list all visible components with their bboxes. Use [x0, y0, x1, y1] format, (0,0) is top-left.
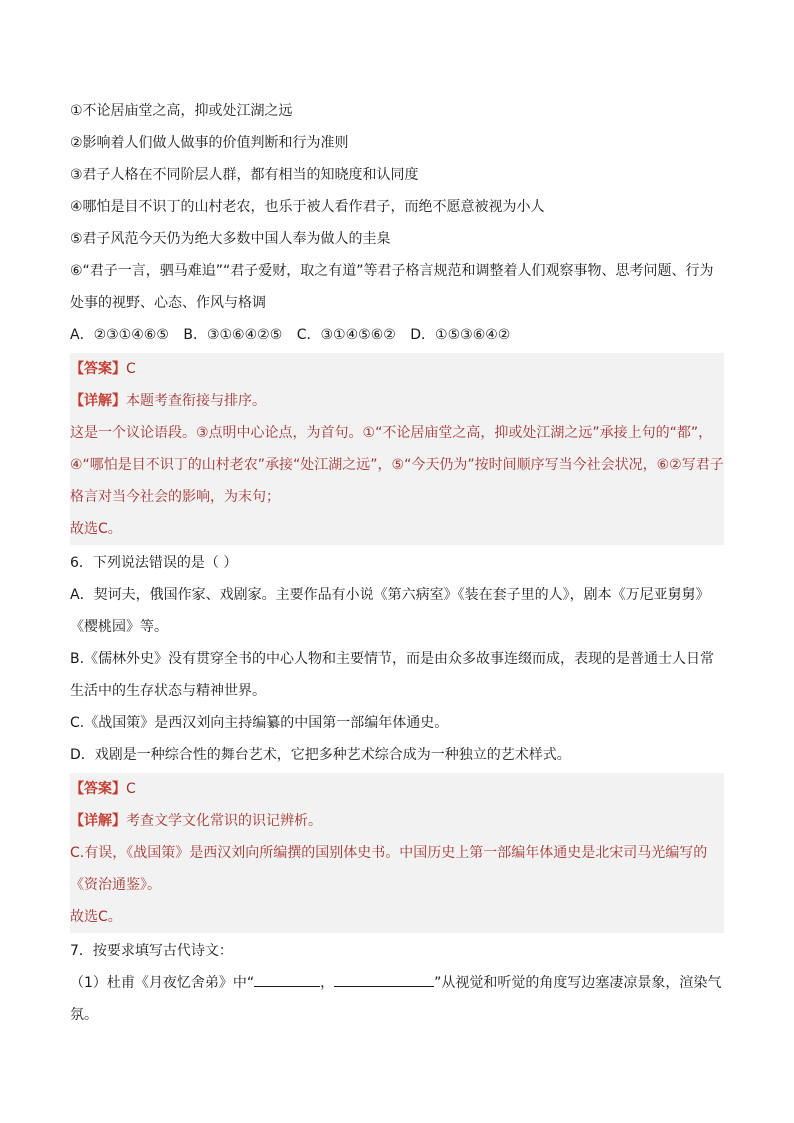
q6-option-d: D．戏剧是一种综合性的舞台艺术，它把多种艺术综合成为一种独立的艺术样式。	[70, 747, 571, 763]
q5-detail-body: 这是一个议论语段。③点明中心论点，为首句。①“不论居庙堂之高，抑或处江湖之远”承接上句的“都”，④“哪怕是目不识丁的山村老农”承接“处江湖之远”，⑤“今天仍为”按时间顺序写当今社会状况，⑥②写君子格言对当今社会的影响，为末句；	[70, 425, 724, 505]
q5-option-d: D．①⑤③⑥④②	[410, 327, 511, 343]
q5-item-2: ②影响着人们做人做事的价值判断和行为准则	[70, 135, 349, 151]
q6-option-a: A．契诃夫，俄国作家、戏剧家。主要作品有小说《第六病室》《装在套子里的人》，剧本《万尼亚舅舅》《樱桃园》等。	[70, 587, 710, 635]
q5-answer-box	[70, 353, 724, 545]
detail-intro-text: 考查文学文化常识的识记辨析。	[126, 813, 322, 829]
document-page	[70, 95, 724, 1031]
blank-field[interactable]	[254, 970, 320, 987]
q6-detail-body: C.有误，《战国策》是西汉刘向所编撰的国别体史书。中国历史上第一部编年体通史是北宋司马光编写的《资治通鉴》。	[70, 845, 708, 893]
q5-conclusion: 故选C。	[70, 521, 122, 537]
q5-item-6: ⑥“君子一言，驷马难追”“君子爱财，取之有道”等君子格言规范和调整着人们观察事物、思考问题、行为处事的视野、心态、作风与格调	[70, 263, 714, 311]
q5-detail-intro	[70, 385, 724, 417]
q6-answer-box	[70, 773, 724, 933]
q6-option-c: C.《战国策》是西汉刘向主持编纂的中国第一部编年体通史。	[70, 715, 449, 731]
q5-answer	[70, 353, 724, 385]
q6-answer	[70, 773, 724, 805]
blank-field[interactable]	[334, 970, 434, 987]
q5-option-c: C．③①④⑤⑥②	[296, 327, 396, 343]
q5-item-1: ①不论居庙堂之高，抑或处江湖之远	[70, 103, 293, 119]
q5-option-b: B．③①⑥④②⑤	[183, 327, 283, 343]
detail-intro-text: 本题考查衔接与排序。	[126, 393, 266, 409]
q7-part1-prefix: （1）杜甫《月夜忆舍弟》中“	[70, 975, 255, 991]
q5-options	[70, 319, 724, 351]
q5-item-5: ⑤君子风范今天仍为绝大多数中国人奉为做人的圭臬	[70, 231, 391, 247]
answer-value: C	[126, 361, 136, 377]
q5-option-a: A．②③①④⑥⑤	[70, 327, 169, 343]
detail-tag: 【详解】	[70, 813, 126, 829]
answer-tag: 【答案】	[70, 781, 126, 797]
q7-part1-suffix: ”从视觉和听觉的角度写边塞凄凉景象，渲染气氛。	[70, 975, 722, 1023]
q6-option-b: B.《儒林外史》没有贯穿全书的中心人物和主要情节，而是由众多故事连缀而成，表现的是普通士人日常生活中的生存状态与精神世界。	[70, 651, 715, 699]
answer-tag: 【答案】	[70, 361, 126, 377]
q5-item-4: ④哪怕是目不识丁的山村老农，也乐于被人看作君子，而绝不愿意被视为小人	[70, 199, 545, 215]
q7-stem: 7．按要求填写古代诗文：	[70, 943, 233, 959]
detail-tag: 【详解】	[70, 393, 126, 409]
q6-detail-intro	[70, 805, 724, 837]
q7-part-1	[70, 967, 724, 1031]
q7-part1-comma: ，	[320, 975, 335, 991]
q6-stem: 6．下列说法错误的是（ ）	[70, 555, 238, 571]
q6-conclusion: 故选C。	[70, 909, 122, 925]
q5-item-3: ③君子人格在不同阶层人群，都有相当的知晓度和认同度	[70, 167, 419, 183]
answer-value: C	[126, 781, 136, 797]
